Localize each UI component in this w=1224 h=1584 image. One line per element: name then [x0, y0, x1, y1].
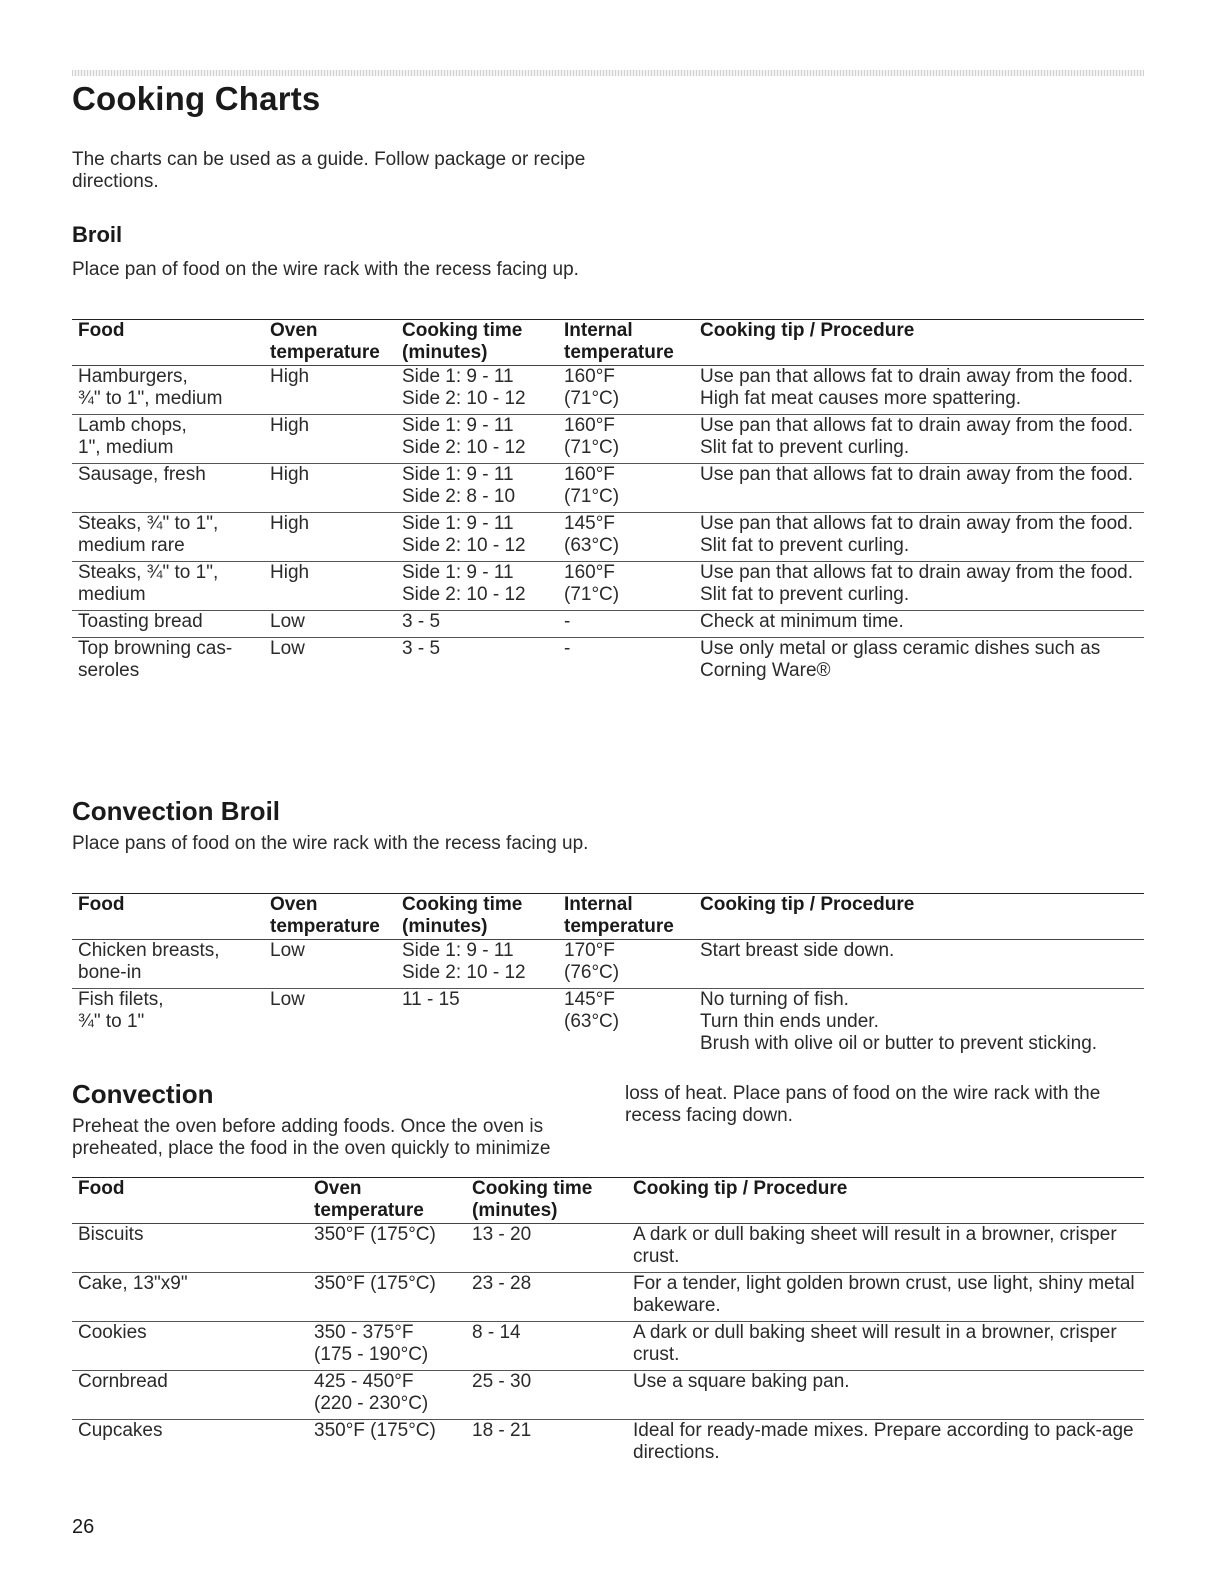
broil-cell: High — [270, 415, 310, 436]
broil-cell: Check at minimum time. — [700, 611, 904, 632]
convection-broil-table-body — [72, 940, 1144, 1060]
convection-broil-column-header: Cooking tip / Procedure — [700, 894, 915, 915]
broil-cell: 160°F (71°C) — [564, 366, 620, 409]
convection-broil-heading: Convection Broil — [72, 796, 281, 826]
convection-table — [72, 1177, 1144, 1468]
table-row — [72, 1371, 1144, 1420]
convection-cell: 350 - 375°F (175 - 190°C) — [314, 1322, 429, 1365]
convection-cell: Biscuits — [78, 1224, 144, 1245]
broil-column-header: Internal temperature — [564, 320, 674, 363]
convection-broil-column-header: Food — [78, 894, 125, 915]
convection-cell: 25 - 30 — [472, 1371, 532, 1392]
convection-cell: Use a square baking pan. — [633, 1371, 850, 1392]
broil-cell: Use pan that allows fat to drain away from the food. Slit fat to prevent curling. — [700, 562, 1134, 605]
broil-cell: - — [564, 611, 571, 632]
convection-cell: Cupcakes — [78, 1420, 163, 1441]
convection-broil-table-header — [72, 894, 1144, 940]
broil-cell: High — [270, 366, 310, 387]
broil-cell: Use pan that allows fat to drain away from the food. Slit fat to prevent curling. — [700, 513, 1134, 556]
broil-cell: Steaks, ¾" to 1", medium — [78, 562, 219, 605]
convection-table-body — [72, 1224, 1144, 1469]
convection-column-header: Cooking time (minutes) — [472, 1178, 593, 1221]
broil-cell: Lamb chops, 1", medium — [78, 415, 187, 458]
broil-cell: 145°F (63°C) — [564, 513, 620, 556]
convection-broil-column-header: Internal temperature — [564, 894, 674, 937]
broil-cell: Low — [270, 611, 305, 632]
convection-table-header — [72, 1178, 1144, 1224]
convection-broil-cell: 11 - 15 — [402, 989, 460, 1010]
table-row — [72, 1273, 1144, 1322]
broil-cell: Sausage, fresh — [78, 464, 206, 485]
broil-cell: Use pan that allows fat to drain away from the food. High fat meat causes more spattering. — [700, 366, 1134, 409]
broil-cell: High — [270, 513, 310, 534]
broil-cell: Low — [270, 638, 305, 659]
broil-column-header: Oven temperature — [270, 320, 380, 363]
table-row — [72, 415, 1144, 464]
convection-broil-table — [72, 893, 1144, 1059]
convection-broil-cell: Fish filets, ¾" to 1" — [78, 989, 164, 1032]
convection-heading: Convection — [72, 1079, 214, 1109]
convection-cell: For a tender, light golden brown crust, use light, shiny metal bakeware. — [633, 1273, 1135, 1316]
convection-cell: 350°F (175°C) — [314, 1273, 436, 1294]
convection-broil-cell: Low — [270, 989, 305, 1010]
intro-text: The charts can be used as a guide. Follow package or recipe directions. — [72, 149, 586, 192]
broil-table-body — [72, 366, 1144, 687]
convection-cell: 23 - 28 — [472, 1273, 532, 1294]
page-number: 26 — [72, 1516, 95, 1538]
broil-column-header: Cooking tip / Procedure — [700, 320, 915, 341]
convection-broil-cell: Side 1: 9 - 11 Side 2: 10 - 12 — [402, 940, 526, 983]
table-row — [72, 1224, 1144, 1273]
convection-column-header: Cooking tip / Procedure — [633, 1178, 848, 1199]
convection-description-right: loss of heat. Place pans of food on the wire rack with the recess facing down. — [625, 1083, 1101, 1126]
convection-cell: 425 - 450°F (220 - 230°C) — [314, 1371, 429, 1414]
convection-cell: A dark or dull baking sheet will result in a browner, crisper crust. — [633, 1224, 1117, 1267]
broil-cell: - — [564, 638, 571, 659]
convection-cell: Cornbread — [78, 1371, 168, 1392]
table-row — [72, 1420, 1144, 1469]
convection-broil-column-header: Oven temperature — [270, 894, 380, 937]
broil-description: Place pan of food on the wire rack with the recess facing up. — [72, 259, 579, 280]
broil-cell: Side 1: 9 - 11 Side 2: 10 - 12 — [402, 366, 526, 409]
convection-broil-cell: Chicken breasts, bone-in — [78, 940, 220, 983]
broil-cell: High — [270, 464, 310, 485]
broil-cell: Side 1: 9 - 11 Side 2: 8 - 10 — [402, 464, 516, 507]
broil-cell: 160°F (71°C) — [564, 415, 620, 458]
broil-cell: 160°F (71°C) — [564, 464, 620, 507]
convection-cell: A dark or dull baking sheet will result in a browner, crisper crust. — [633, 1322, 1117, 1365]
broil-cell: Toasting bread — [78, 611, 203, 632]
convection-broil-cell: 145°F (63°C) — [564, 989, 620, 1032]
convection-cell: 350°F (175°C) — [314, 1224, 436, 1245]
broil-table — [72, 319, 1144, 686]
convection-description-left: Preheat the oven before adding foods. Once the oven is preheated, place the food in the oven quickly to minimize — [72, 1116, 551, 1159]
convection-column-header: Food — [78, 1178, 125, 1199]
broil-heading: Broil — [72, 222, 123, 247]
page-title: Cooking Charts — [72, 80, 321, 117]
convection-column-header: Oven temperature — [314, 1178, 424, 1221]
broil-cell: Use pan that allows fat to drain away from the food. Slit fat to prevent curling. — [700, 415, 1134, 458]
convection-broil-cell: No turning of fish. Turn thin ends under. Brush with olive oil or butter to prevent sticking. — [700, 989, 1098, 1054]
table-row — [72, 940, 1144, 989]
broil-cell: Use only metal or glass ceramic dishes such as Corning Ware® — [700, 638, 1101, 681]
broil-cell: Side 1: 9 - 11 Side 2: 10 - 12 — [402, 415, 526, 458]
broil-column-header: Food — [78, 320, 125, 341]
broil-cell: Hamburgers, ¾" to 1", medium — [78, 366, 223, 409]
broil-cell: 160°F (71°C) — [564, 562, 620, 605]
convection-cell: 18 - 21 — [472, 1420, 532, 1441]
header-rule — [72, 70, 1144, 76]
table-row — [72, 989, 1144, 1060]
table-row — [72, 513, 1144, 562]
table-row — [72, 638, 1144, 687]
table-row — [72, 1322, 1144, 1371]
broil-cell: Side 1: 9 - 11 Side 2: 10 - 12 — [402, 562, 526, 605]
broil-cell: Use pan that allows fat to drain away from the food. — [700, 464, 1134, 485]
convection-broil-cell: Start breast side down. — [700, 940, 895, 961]
convection-broil-cell: Low — [270, 940, 305, 961]
table-row — [72, 611, 1144, 638]
broil-cell: Steaks, ¾" to 1", medium rare — [78, 513, 219, 556]
broil-cell: Side 1: 9 - 11 Side 2: 10 - 12 — [402, 513, 526, 556]
convection-cell: 8 - 14 — [472, 1322, 521, 1343]
table-row — [72, 366, 1144, 415]
table-row — [72, 464, 1144, 513]
convection-cell: Cake, 13"x9" — [78, 1273, 188, 1294]
table-row — [72, 562, 1144, 611]
broil-cell: Top browning cas- seroles — [78, 638, 233, 681]
convection-cell: Ideal for ready-made mixes. Prepare according to pack-age directions. — [633, 1420, 1134, 1463]
broil-cell: 3 - 5 — [402, 638, 441, 659]
convection-broil-description: Place pans of food on the wire rack with the recess facing up. — [72, 833, 589, 854]
broil-cell: High — [270, 562, 310, 583]
convection-cell: 350°F (175°C) — [314, 1420, 436, 1441]
convection-cell: 13 - 20 — [472, 1224, 532, 1245]
broil-column-header: Cooking time (minutes) — [402, 320, 523, 363]
convection-broil-cell: 170°F (76°C) — [564, 940, 620, 983]
convection-cell: Cookies — [78, 1322, 147, 1343]
broil-table-header — [72, 320, 1144, 366]
broil-cell: 3 - 5 — [402, 611, 441, 632]
convection-broil-column-header: Cooking time (minutes) — [402, 894, 523, 937]
